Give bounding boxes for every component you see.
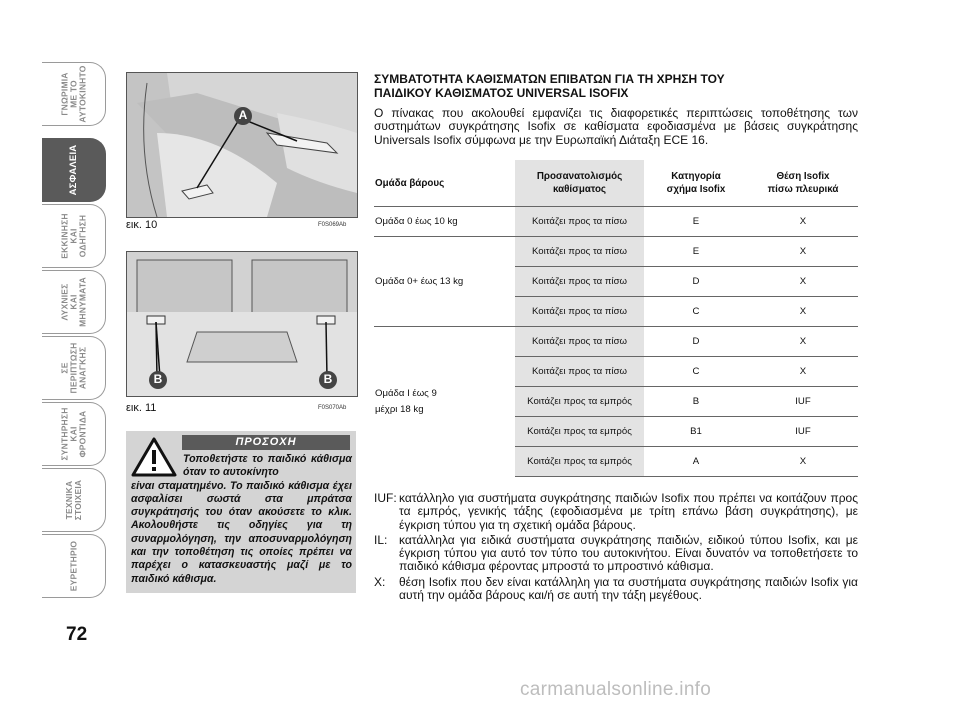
- cell-position: X: [748, 297, 858, 327]
- cell-orientation: Κοιτάζει προς τα εμπρός: [515, 447, 644, 477]
- table-header-row: [374, 160, 858, 207]
- cell-category: C: [644, 357, 748, 387]
- cell-orientation: Κοιτάζει προς τα εμπρός: [515, 417, 644, 447]
- cell-position: X: [748, 207, 858, 237]
- table-row: [374, 327, 858, 357]
- note-key: IL:: [374, 532, 388, 547]
- group-0-label: Ομάδα 0 έως 10 kg: [374, 207, 515, 237]
- section-title: ΣΥΜΒΑΤΟΤΗΤΑ ΚΑΘΙΣΜΑΤΩΝ ΕΠΙΒΑΤΩΝ ΓΙΑ ΤΗ ΧΡΗΣΗ ΤΟΥ ΠΑΙΔΙΚΟΥ ΚΑΘΙΣΜΑΤΟΣ UNIVERSAL ISOFIX: [374, 72, 725, 100]
- legend-notes: [374, 492, 858, 604]
- cell-category: C: [644, 297, 748, 327]
- header-category: Κατηγορία σχήμα Isofix: [666, 171, 726, 195]
- marker-a: A: [238, 108, 248, 122]
- page-number: 72: [66, 624, 88, 645]
- note-x: [374, 576, 858, 603]
- tab-lights-messages[interactable]: ΛΥΧΝΙΕΣ ΚΑΙ ΜΗΝΥΜΑΤΑ: [42, 270, 106, 334]
- cell-position: X: [748, 267, 858, 297]
- cell-orientation: Κοιτάζει προς τα πίσω: [515, 237, 644, 267]
- header-orientation: Προσανατολισμός καθίσματος: [515, 160, 644, 207]
- cell-category: E: [644, 237, 748, 267]
- marker-b-right: B: [323, 372, 333, 386]
- cell-position: IUF: [748, 417, 858, 447]
- tab-starting-driving[interactable]: ΕΚΚΙΝΗΣΗ ΚΑΙ ΟΔΗΓΗΣΗ: [42, 204, 106, 268]
- note-text: θέση Isofix που δεν είναι κατάλληλη για τα συστήματα συγκράτησης παιδιών Isofix για αυτή την ομάδα βάρους και/ή σε αυτή την τάξη μεγέθους.: [399, 574, 858, 603]
- warning-text: [131, 453, 352, 586]
- note-iuf: [374, 492, 858, 532]
- isofix-table: [374, 160, 858, 477]
- cell-position: IUF: [748, 387, 858, 417]
- marker-b-left: B: [153, 372, 163, 386]
- cell-category: D: [644, 267, 748, 297]
- figure-10-caption: εικ. 10: [126, 219, 158, 231]
- note-key: X:: [374, 574, 386, 589]
- warning-text-first: Τοποθετήστε το παιδικό κάθισμα όταν το αυτοκίνητο: [183, 453, 352, 479]
- tab-vehicle-intro[interactable]: ΓΝΩΡΙΜΙΑ ΜΕ ΤΟ ΑΥΤΟΚΙΝΗΤΟ: [42, 62, 106, 126]
- table-row: [374, 237, 858, 267]
- cell-category: B: [644, 387, 748, 417]
- warning-text-rest: είναι σταματημένο. Το παιδικό κάθισμα έχει ασφαλίσει σωστά στα μπράτσα συγκράτησής του όταν ακούσετε το κλικ. Ακολουθήστε τις οδηγίες για τη συναρμολόγηση, την αποσυναρμολόγηση και την τοποθέτηση τις οποίες πρέπει να παρέχει ο κατασκευαστής μαζί με το παιδικό κάθισμα.: [131, 479, 352, 585]
- cell-category: E: [644, 207, 748, 237]
- note-key: IUF:: [374, 491, 397, 505]
- header-weight-group: Ομάδα βάρους: [375, 177, 445, 189]
- tab-safety[interactable]: ΑΣΦΑΛΕΙΑ: [42, 138, 106, 202]
- figure-11-image: [126, 251, 358, 397]
- group-2-label: Ομάδα I έως 9 μέχρι 18 kg: [374, 327, 515, 477]
- cell-category: B1: [644, 417, 748, 447]
- header-position: Θέση Isofix πίσω πλευρικά: [767, 171, 839, 195]
- note-il: [374, 534, 858, 574]
- note-text: κατάλληλο για συστήματα συγκράτησης παιδιών Isofix που πρέπει να κοιτάζουν προς τα εμπρός, γενικής τάξης (εφοδιασμένα με τρίτη επάνω βάση συγκράτησης), με έγκριση τύπου για τη σχετική ομάδα βάρους.: [399, 491, 858, 532]
- figure-10-code: F0S069Ab: [318, 222, 347, 228]
- watermark: carmanualsonline.info: [520, 679, 712, 700]
- cell-orientation: Κοιτάζει προς τα εμπρός: [515, 387, 644, 417]
- tab-technical-data[interactable]: ΤΕΧΝΙΚΑ ΣΤΟΙΧΕΙΑ: [42, 468, 106, 532]
- table-row: [374, 207, 858, 237]
- cell-position: X: [748, 327, 858, 357]
- cell-orientation: Κοιτάζει προς τα πίσω: [515, 327, 644, 357]
- warning-box: [126, 431, 356, 593]
- figure-11-caption: εικ. 11: [126, 402, 157, 414]
- cell-category: A: [644, 447, 748, 477]
- tab-emergency[interactable]: ΣΕ ΠΕΡΙΠΤΩΣΗ ΑΝΑΓΚΗΣ: [42, 336, 106, 400]
- cell-orientation: Κοιτάζει προς τα πίσω: [515, 267, 644, 297]
- note-text: κατάλληλα για ειδικά συστήματα συγκράτησης παιδιών, ειδικού τύπου Isofix, και με έγκριση τύπου για αυτό τον τύπο του αυτοκινήτου. Είναι δυνατόν να τοποθετήσετε το παιδικό κάθισμα φέροντας μπροστά το μπροστινό κάθισμα.: [399, 532, 858, 574]
- group-1-label: Ομάδα 0+ έως 13 kg: [374, 237, 515, 327]
- section-content: [374, 72, 858, 147]
- cell-orientation: Κοιτάζει προς τα πίσω: [515, 207, 644, 237]
- cell-position: X: [748, 447, 858, 477]
- cell-position: X: [748, 357, 858, 387]
- warning-title: ΠΡΟΣΟΧΗ: [182, 435, 350, 450]
- figure-10-image: [126, 72, 358, 218]
- figure-11-code: F0S070Ab: [318, 405, 347, 411]
- cell-position: X: [748, 237, 858, 267]
- tab-index[interactable]: ΕΥΡΕΤΗΡΙΟ: [42, 534, 106, 598]
- section-intro: Ο πίνακας που ακολουθεί εμφανίζει τις διαφορετικές περιπτώσεις τοποθέτησης των συστημάτων συγκράτησης Isofix σε καθίσματα εφοδιασμένα με βάσεις συγκράτησης Universals Isofix σύμφωνα με την Ευρωπαϊκή Διάταξη ECE 16.: [374, 106, 858, 147]
- cell-category: D: [644, 327, 748, 357]
- tab-maintenance[interactable]: ΣΥΝΤΗΡΗΣΗ ΚΑΙ ΦΡΟΝΤΙΔΑ: [42, 402, 106, 466]
- cell-orientation: Κοιτάζει προς τα πίσω: [515, 357, 644, 387]
- cell-orientation: Κοιτάζει προς τα πίσω: [515, 297, 644, 327]
